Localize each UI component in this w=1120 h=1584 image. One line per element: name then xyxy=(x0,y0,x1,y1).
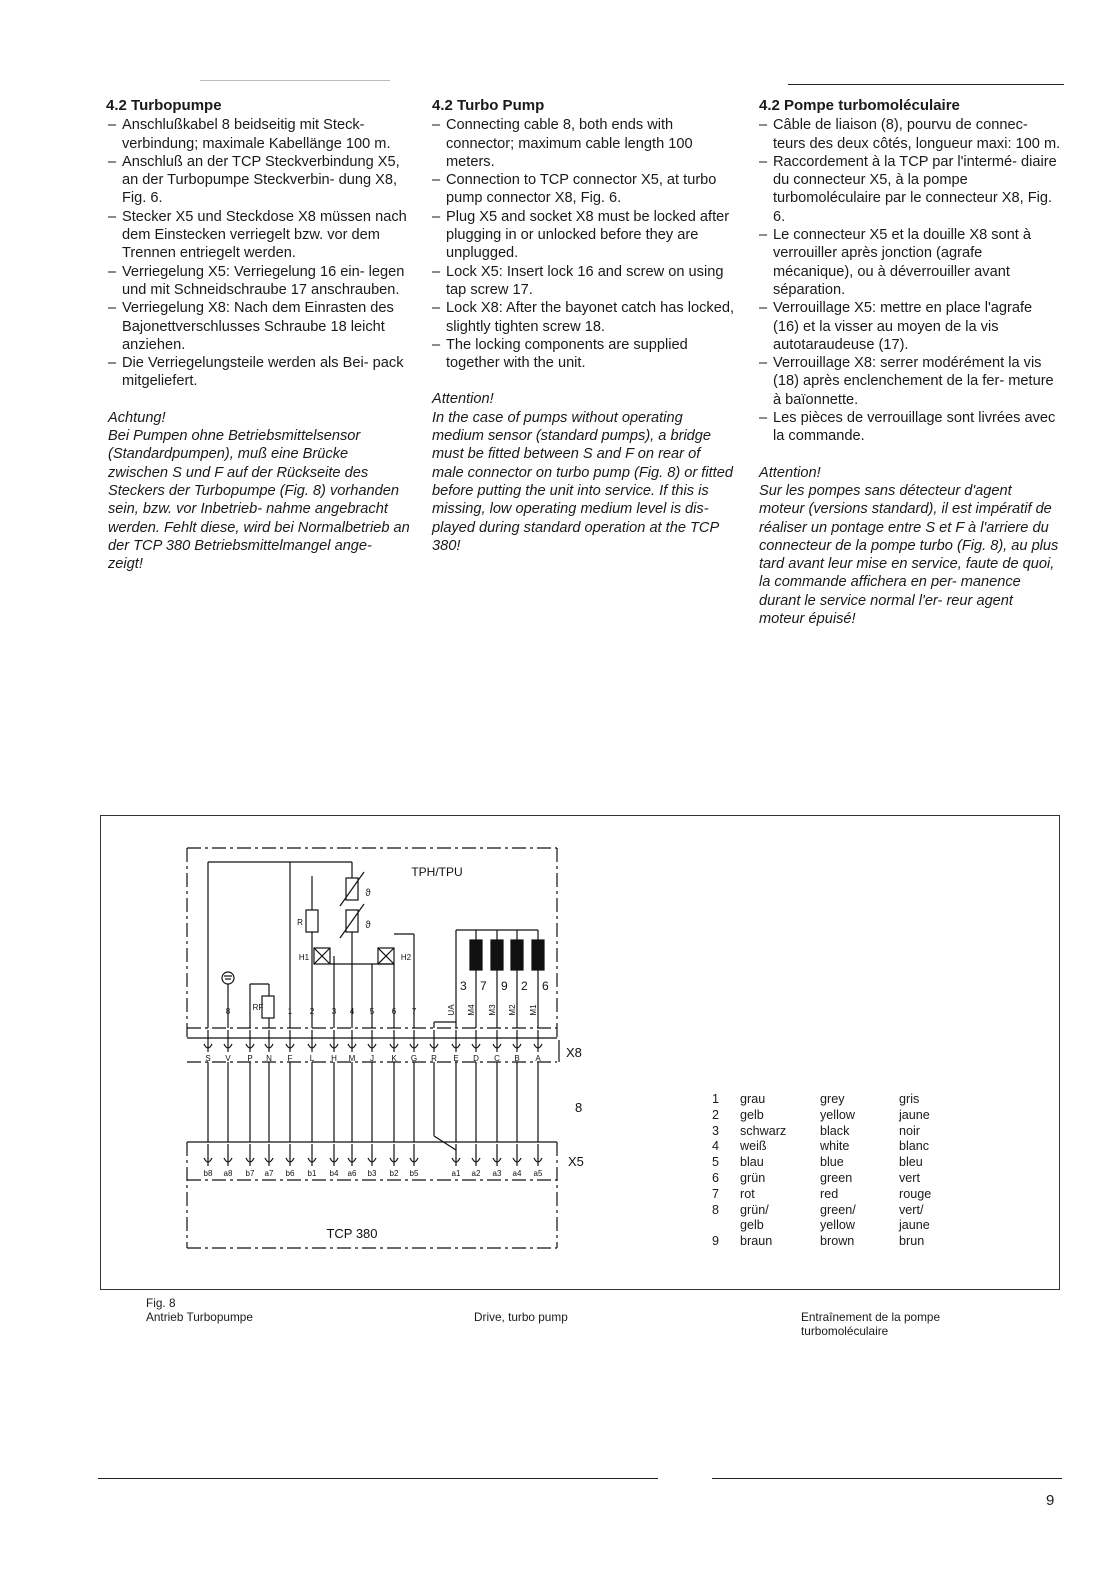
wire-number: 8 xyxy=(225,1007,231,1016)
legend-row xyxy=(712,1155,979,1171)
bottom-rule-right xyxy=(712,1478,1062,1479)
legend-row xyxy=(712,1203,979,1219)
list-item: – Anschluß an der TCP Steckverbindung X5, an der Turbopumpe Steckverbin- dung X8, Fig. 6. xyxy=(108,153,410,208)
legend-german: grün xyxy=(740,1170,766,1185)
legend-french: rouge xyxy=(899,1186,932,1201)
legend-german: blau xyxy=(740,1155,764,1170)
x8-pin-label: G xyxy=(410,1054,418,1063)
list-item: – Die Verriegelungsteile werden als Bei- pack mitgeliefert. xyxy=(108,354,410,391)
x8-pin-label: K xyxy=(391,1054,397,1063)
legend-number: 1 xyxy=(712,1092,720,1106)
x5-pin-label: a5 xyxy=(533,1169,543,1178)
wire-number: 2 xyxy=(309,1007,315,1016)
caption-french: Entraînement de la pompe turbomoléculaire xyxy=(801,1310,941,1338)
x8-pin-label: B xyxy=(514,1054,520,1063)
x8-pin-label: V xyxy=(225,1054,231,1063)
x8-pin-label: S xyxy=(205,1054,211,1063)
list-item: – Lock X5: Insert lock 16 and screw on using tap screw 17. xyxy=(432,263,734,300)
tph-label: TPH/TPU xyxy=(411,865,463,879)
heading-english: 4.2 Turbo Pump xyxy=(432,97,545,114)
motor-number: 3 xyxy=(460,979,467,993)
wire-number: 4 xyxy=(349,1007,355,1016)
wire-number: 3 xyxy=(331,1007,337,1016)
list-item: – The locking components are supplied together with the unit. xyxy=(432,336,734,373)
figure-caption-german xyxy=(146,1296,253,1324)
motor-number: 2 xyxy=(521,979,528,993)
motor-number: 7 xyxy=(480,979,487,993)
legend-german: braun xyxy=(740,1234,773,1249)
list-french xyxy=(759,116,1061,445)
list-item: – Connecting cable 8, both ends with connector; maximum cable length 100 meters. xyxy=(432,116,734,171)
legend-row xyxy=(712,1124,979,1140)
h1-label: H1 xyxy=(298,953,310,962)
attention-text-french: Sur les pompes sans détecteur d'agent moteur (versions standard), il est impératif de réaliser un pontage entre S et F à l'arriere du connecteur de la pompe turbo (Fig. 8), au plus tard avant leur mise en service, faute de quoi, la commande affichera en per- manence durant le service normal l'er- reur agent moteur épuisé! xyxy=(759,482,1059,628)
legend-french: vert/ xyxy=(899,1202,924,1217)
list-english xyxy=(432,116,734,372)
legend-number: 2 xyxy=(712,1107,720,1122)
attention-title-german: Achtung! xyxy=(108,409,166,426)
attention-text-english: In the case of pumps without operating medium sensor (standard pumps), a bridge must be fitted between S and F on rear of male connector on turbo pump (Fig. 8) or fitted before putting the unit into service. If this is missing, low operating medium level is dis- played during standard operation at the TCP 380! xyxy=(432,409,733,554)
x8-pin-label: F xyxy=(287,1054,293,1063)
legend-english: red xyxy=(820,1186,839,1201)
legend-german: weiß xyxy=(740,1139,767,1154)
x5-pin-label: a1 xyxy=(451,1169,461,1178)
legend-english: green xyxy=(820,1170,853,1185)
legend-number: 7 xyxy=(712,1186,720,1201)
legend-row xyxy=(712,1139,979,1155)
column-english xyxy=(432,97,734,555)
legend-english: white xyxy=(820,1139,850,1154)
caption-german: Antrieb Turbopumpe xyxy=(146,1310,253,1324)
legend-number: 5 xyxy=(712,1155,720,1170)
heading-german: 4.2 Turbopumpe xyxy=(106,97,222,114)
wire-number: 7 xyxy=(411,1007,417,1016)
motor-label: M1 xyxy=(529,1004,538,1016)
x5-pin-label: b6 xyxy=(285,1169,295,1178)
x5-pin-label: b4 xyxy=(329,1169,339,1178)
x8-pin-label: P xyxy=(247,1054,253,1063)
list-item: – Connection to TCP connector X5, at turbo pump connector X8, Fig. 6. xyxy=(432,171,734,208)
caption-english: Drive, turbo pump xyxy=(474,1310,568,1324)
theta-label: ϑ xyxy=(365,920,371,931)
legend-number: 8 xyxy=(712,1202,720,1217)
x8-pin-label: N xyxy=(266,1054,272,1063)
x8-pin-label: E xyxy=(453,1054,459,1063)
figure-number: Fig. 8 xyxy=(146,1296,176,1310)
motor-label: M4 xyxy=(467,1004,476,1016)
legend-german: rot xyxy=(740,1186,755,1201)
x5-pin-label: b2 xyxy=(389,1169,399,1178)
theta-label: ϑ xyxy=(365,888,371,899)
legend-french: jaune xyxy=(899,1218,930,1233)
page-number: 9 xyxy=(1046,1492,1055,1509)
legend-french: blanc xyxy=(899,1139,930,1154)
legend-french: gris xyxy=(899,1092,920,1106)
legend-english: green/ xyxy=(820,1202,856,1217)
legend-german: grau xyxy=(740,1092,766,1106)
h2-label: H2 xyxy=(400,953,412,962)
list-item: – Verriegelung X8: Nach dem Einrasten des Bajonettverschlusses Schraube 18 leicht anziehen. xyxy=(108,299,410,354)
x5-pin-label: a8 xyxy=(223,1169,233,1178)
legend-french: jaune xyxy=(899,1107,930,1122)
legend-row xyxy=(712,1187,979,1203)
wire-number: 6 xyxy=(391,1007,397,1016)
legend-english: grey xyxy=(820,1092,845,1106)
legend-number: 9 xyxy=(712,1234,720,1249)
legend-french: brun xyxy=(899,1234,925,1249)
legend-row xyxy=(712,1171,979,1187)
list-item: – Lock X8: After the bayonet catch has locked, slightly tighten screw 18. xyxy=(432,299,734,336)
legend-german: gelb xyxy=(740,1107,764,1122)
cable-label: 8 xyxy=(575,1100,583,1115)
list-item: – Raccordement à la TCP par l'intermé- diaire du connecteur X5, à la pompe turbomoléculaire par le connecteur X8, Fig. 6. xyxy=(759,153,1061,226)
attention-title-french: Attention! xyxy=(759,464,821,481)
list-item: – Verrouillage X5: mettre en place l'agrafe (16) et la visser au moyen de la vis autotaraudeuse (17). xyxy=(759,299,1061,354)
list-item: – Les pièces de verrouillage sont livrées avec la commande. xyxy=(759,409,1061,446)
x5-pin-label: a4 xyxy=(512,1169,522,1178)
x5-pin-label: b3 xyxy=(367,1169,377,1178)
wire-number: 1 xyxy=(287,1007,293,1016)
x8-pin-label: J xyxy=(370,1054,374,1063)
legend-number: 4 xyxy=(712,1139,720,1154)
top-rule-right xyxy=(788,84,1064,85)
x8-pin-label: L xyxy=(309,1054,315,1063)
x8-pin-label: A xyxy=(535,1054,541,1063)
x5-label: X5 xyxy=(568,1154,584,1169)
list-item: – Anschlußkabel 8 beidseitig mit Steck- verbindung; maximale Kabellänge 100 m. xyxy=(108,116,410,153)
motor-label: UA xyxy=(447,1004,456,1016)
r-label: R xyxy=(297,918,303,927)
attention-text-german: Bei Pumpen ohne Betriebsmittelsensor (Standardpumpen), muß eine Brücke zwischen S und F auf der Rückseite des Steckers der Turbopumpe (Fig. 8) vorhanden sein, bzw. vor Inbetrieb- nahme angebracht werden. Fehlt diese, wird bei Normalbetrieb an der TCP 380 Betriebsmittelmangel ange- zeigt! xyxy=(108,428,410,573)
legend-english: yellow xyxy=(820,1107,855,1122)
legend-french: noir xyxy=(899,1123,920,1138)
motor-number: 6 xyxy=(542,979,549,993)
legend-row xyxy=(712,1218,979,1234)
x8-pin-label: C xyxy=(494,1054,500,1063)
motor-label: M2 xyxy=(508,1004,517,1016)
legend-german: grün/ xyxy=(740,1202,769,1217)
legend-english: yellow xyxy=(820,1218,855,1233)
x8-pin-label: R xyxy=(431,1054,437,1063)
legend-french: vert xyxy=(899,1170,920,1185)
legend-row xyxy=(712,1108,979,1124)
legend-row xyxy=(712,1234,979,1250)
tcp-label: TCP 380 xyxy=(326,1226,378,1241)
x8-pin-label: D xyxy=(473,1054,479,1063)
motor-label: M3 xyxy=(488,1004,497,1016)
legend-english: black xyxy=(820,1123,850,1138)
column-german xyxy=(108,97,410,573)
x8-pin-label: H xyxy=(331,1054,337,1063)
x5-pin-label: b8 xyxy=(203,1169,213,1178)
column-french xyxy=(759,97,1061,628)
wire-number: 5 xyxy=(369,1007,375,1016)
legend-number: 3 xyxy=(712,1123,720,1138)
x5-pin-label: b5 xyxy=(409,1169,419,1178)
legend-number xyxy=(712,1218,740,1234)
list-item: – Le connecteur X5 et la douille X8 sont à verrouiller après jonction (agrafe mécanique), ou à déverrouiller avant séparation. xyxy=(759,226,1061,299)
x5-pin-label: b7 xyxy=(245,1169,255,1178)
x5-pin-label: b1 xyxy=(307,1169,317,1178)
legend-english: brown xyxy=(820,1234,855,1249)
x5-pin-label: a2 xyxy=(471,1169,481,1178)
x5-pin-label: a3 xyxy=(492,1169,502,1178)
legend-number: 6 xyxy=(712,1170,720,1185)
legend-french: bleu xyxy=(899,1155,923,1170)
legend-german: schwarz xyxy=(740,1123,787,1138)
list-item: – Verriegelung X5: Verriegelung 16 ein- legen und mit Schneidschraube 17 anschrauben. xyxy=(108,263,410,300)
list-item: – Câble de liaison (8), pourvu de connec- teurs des deux côtés, longueur maxi: 100 m. xyxy=(759,116,1061,153)
x5-pin-label: a6 xyxy=(347,1169,357,1178)
motor-number: 9 xyxy=(501,979,508,993)
list-item: – Verrouillage X8: serrer modérément la vis (18) après enclenchement de la fer- meture à baïonnette. xyxy=(759,354,1061,409)
list-item: – Plug X5 and socket X8 must be locked after plugging in or unlocked before they are unplugged. xyxy=(432,208,734,263)
x5-pin-label: a7 xyxy=(264,1169,274,1178)
x8-pin-label: M xyxy=(348,1054,356,1063)
top-rule-left xyxy=(200,80,390,81)
attention-title-english: Attention! xyxy=(432,391,494,408)
legend-german: gelb xyxy=(740,1218,764,1233)
list-german xyxy=(108,116,410,390)
legend-english: blue xyxy=(820,1155,844,1170)
bottom-rule-left xyxy=(98,1478,658,1479)
color-legend xyxy=(712,1092,979,1250)
x8-label: X8 xyxy=(566,1045,582,1060)
heading-french: 4.2 Pompe turbomoléculaire xyxy=(759,97,960,114)
legend-row xyxy=(712,1092,979,1108)
list-item: – Stecker X5 und Steckdose X8 müssen nach dem Einstecken verriegelt bzw. vor dem Trennen entriegelt werden. xyxy=(108,208,410,263)
rf-label: RF xyxy=(252,1003,264,1012)
